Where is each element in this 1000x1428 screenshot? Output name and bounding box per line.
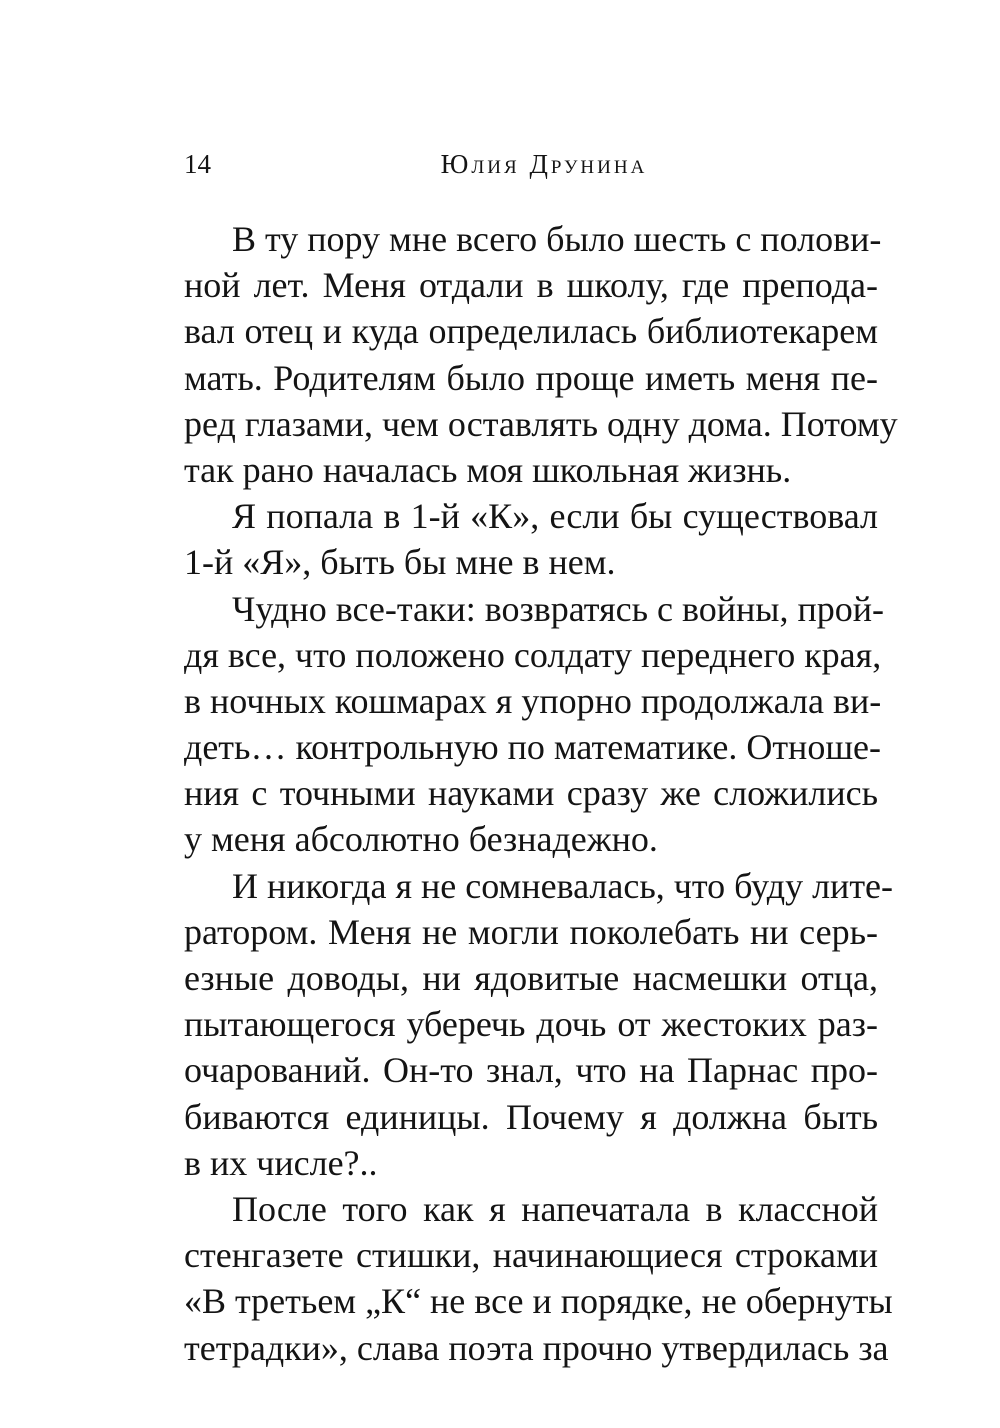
text-line: у меня абсолютно безнадежно. [184, 819, 658, 860]
text-line: мать. Родителям было проще иметь меня пе- [184, 357, 878, 398]
text-line: дя все, что положено солдату переднего края, [184, 634, 882, 675]
text-line: в их числе?.. [184, 1142, 378, 1183]
text-line: 1-й «Я», быть бы мне в нем. [184, 542, 616, 583]
text-line: деть… контрольную по математике. Отноше- [184, 727, 882, 768]
text-line: И никогда я не сомневалась, что буду лите- [232, 865, 894, 906]
text-line: Чудно все-таки: возвратясь с войны, прой- [232, 588, 884, 629]
text-line: вал отец и куда определилась библиотекарем [184, 311, 878, 352]
running-head [184, 146, 878, 182]
text-line: ред глазами, чем оставлять одну дома. Потому [184, 403, 898, 444]
text-line: ратором. Меня не могли поколебать ни серь- [184, 911, 878, 952]
body-text [184, 216, 898, 1371]
text-line: В ту пору мне всего было шесть с полови- [232, 219, 882, 259]
text-line: ной лет. Меня отдали в школу, где препода- [184, 265, 878, 306]
text-line: очарований. Он-то знал, что на Парнас про- [184, 1050, 878, 1091]
text-line: «В третьем „К“ не все и порядке, не обернуты [184, 1281, 893, 1322]
text-line: в ночных кошмарах я упорно продолжала ви- [184, 680, 882, 721]
page-number: 14 [184, 149, 211, 179]
header-author: Юлия Друнина [440, 149, 648, 179]
text-line: ния с точными науками сразу же сложились [184, 773, 878, 814]
text-line: пытающегося уберечь дочь от жестоких раз- [184, 1004, 878, 1045]
text-line: биваются единицы. Почему я должна быть [184, 1096, 878, 1137]
text-line: Я попала в 1-й «К», если бы существовал [232, 496, 878, 537]
text-line: так рано началась моя школьная жизнь. [184, 449, 792, 490]
text-line: стенгазете стишки, начинающиеся строками [184, 1235, 878, 1276]
text-line: езные доводы, ни ядовитые насмешки отца, [184, 958, 878, 998]
text-line: После того как я напечатала в классной [232, 1188, 878, 1229]
text-line: тетрадки», слава поэта прочно утвердилась за [184, 1327, 889, 1368]
